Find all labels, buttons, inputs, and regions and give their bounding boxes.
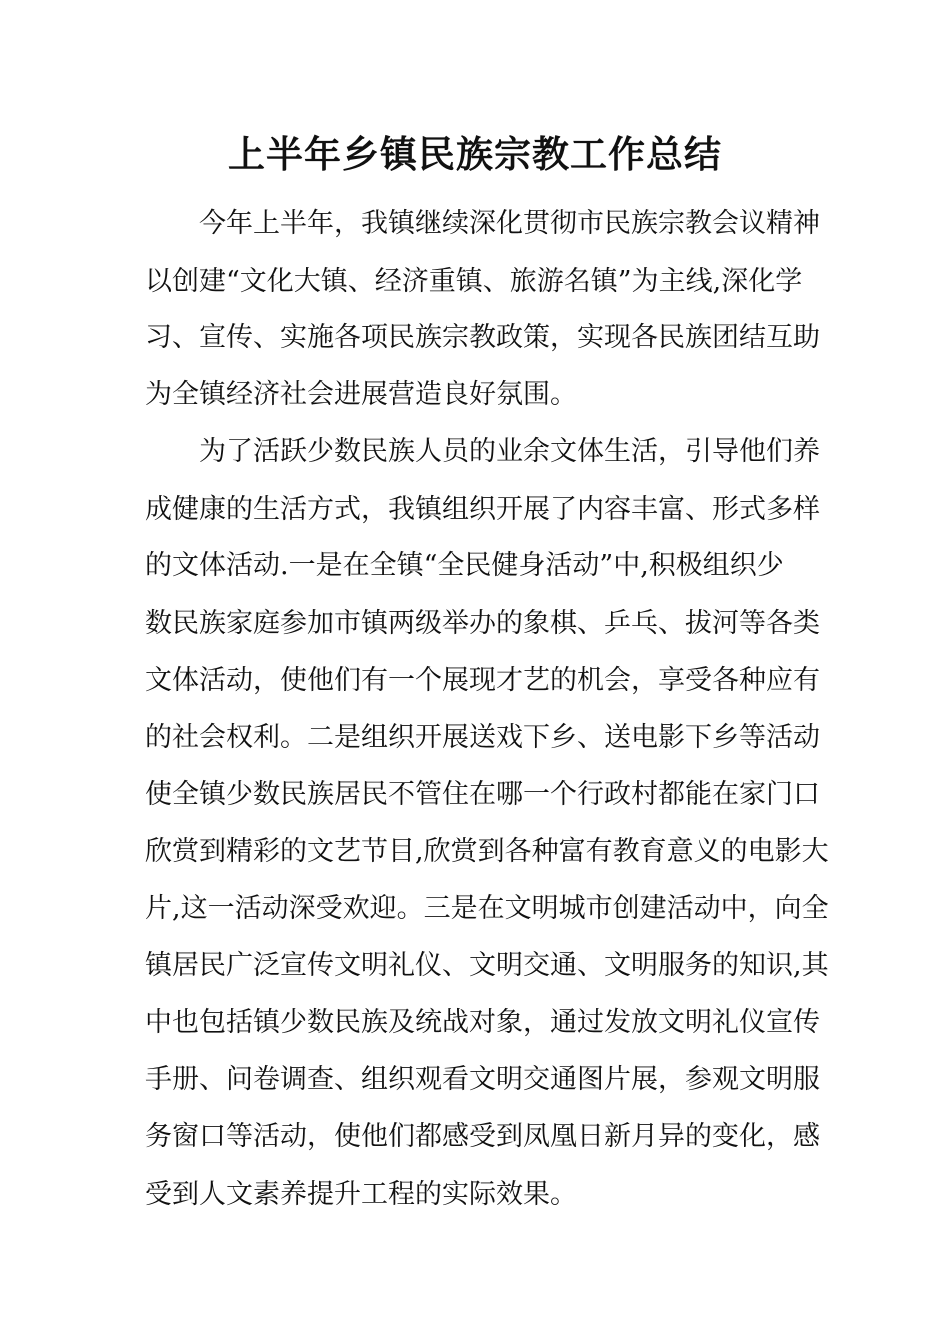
paragraph-2-line-2: 成健康的生活方式，我镇组织开展了内容丰富、形式多样: [145, 494, 820, 525]
paragraph-2-line-1: 为了活跃少数民族人员的业余文体生活，引导他们养: [199, 436, 820, 467]
paragraph-2-line-12: 手册、问卷调查、组织观看文明交通图片展，参观文明服: [145, 1064, 820, 1095]
paragraph-2-line-9: 片,这一活动深受欢迎。三是在文明城市创建活动中，向全: [145, 893, 829, 924]
paragraph-1-line-4: 为全镇经济社会进展营造良好氛围。: [145, 379, 577, 410]
paragraph-2-line-13: 务窗口等活动，使他们都感受到凤凰日新月异的变化，感: [145, 1121, 820, 1152]
paragraph-1-line-3: 习、宣传、实施各项民族宗教政策，实现各民族团结互助: [145, 322, 820, 353]
paragraph-2-line-8: 欣赏到精彩的文艺节目,欣赏到各种富有教育意义的电影大: [145, 836, 829, 867]
paragraph-2-line-6: 的社会权利。二是组织开展送戏下乡、送电影下乡等活动: [145, 722, 820, 753]
paragraph-2-line-7: 使全镇少数民族居民不管住在哪一个行政村都能在家门口: [145, 779, 820, 810]
paragraph-2-line-11: 中也包括镇少数民族及统战对象，通过发放文明礼仪宣传: [145, 1007, 820, 1038]
paragraph-2-line-14: 受到人文素养提升工程的实际效果。: [145, 1179, 577, 1210]
paragraph-2-line-5: 文体活动，使他们有一个展现才艺的机会，享受各种应有: [145, 665, 820, 696]
paragraph-1-line-2: 以创建“文化大镇、经济重镇、旅游名镇”为主线,深化学: [145, 266, 803, 297]
document-title: 上半年乡镇民族宗教工作总结: [228, 132, 722, 176]
paragraph-1-line-1: 今年上半年，我镇继续深化贯彻市民族宗教会议精神: [199, 208, 820, 239]
paragraph-2-line-4: 数民族家庭参加市镇两级举办的象棋、乒乓、拔河等各类: [145, 608, 820, 639]
paragraph-2-line-10: 镇居民广泛宣传文明礼仪、文明交通、文明服务的知识,其: [145, 950, 829, 981]
paragraph-2-line-3: 的文体活动.一是在全镇“全民健身活动”中,积极组织少: [145, 550, 784, 581]
